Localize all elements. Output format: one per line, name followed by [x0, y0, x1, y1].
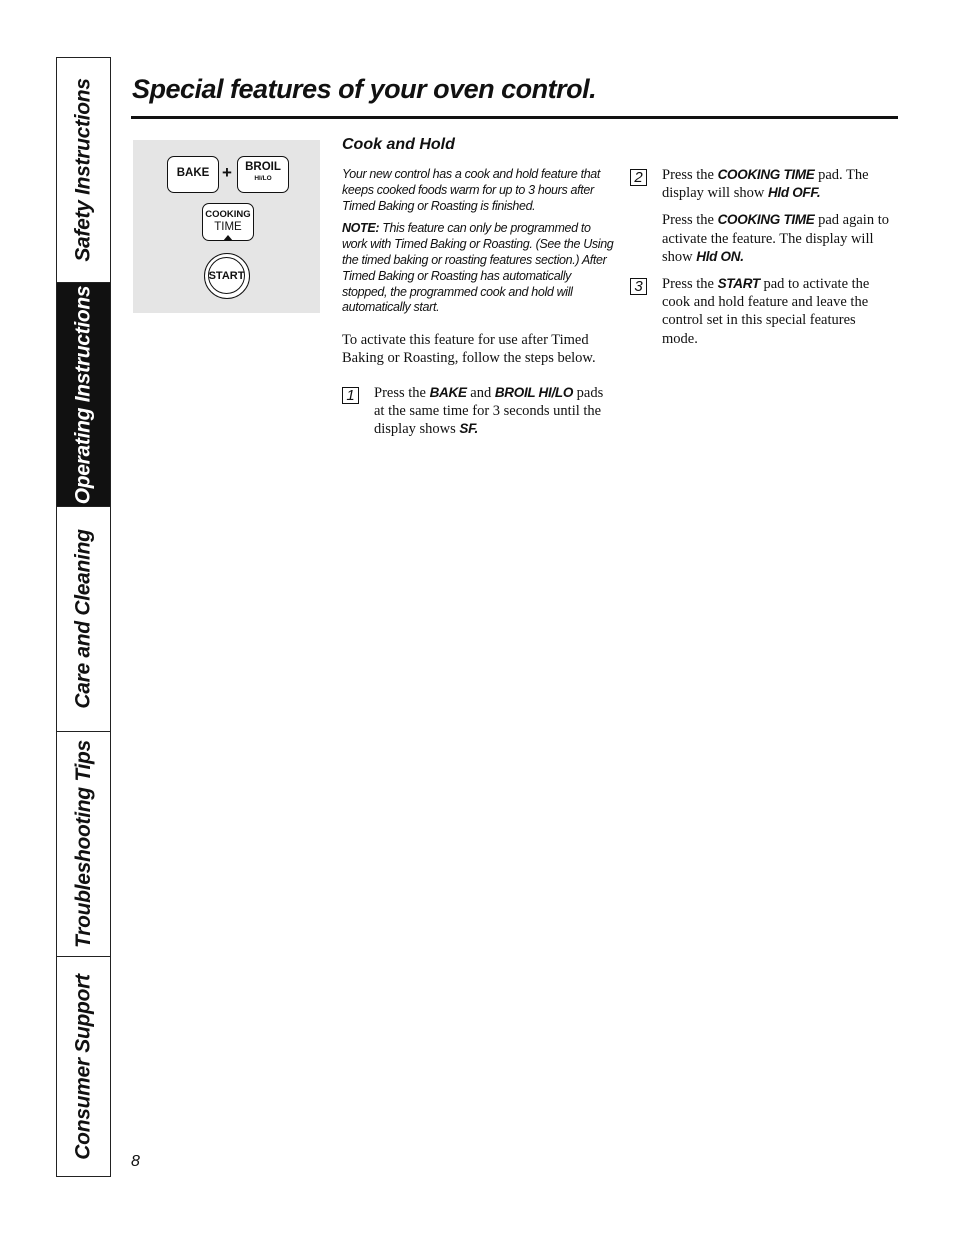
activate-paragraph: To activate this feature for use after Timed Baking or Roasting, follow the steps below.: [342, 332, 596, 367]
tab-label: Troubleshooting Tips: [71, 740, 95, 948]
start-keyword: START: [717, 276, 760, 292]
tab-label: Consumer Support: [71, 973, 95, 1160]
tab-label: Care and Cleaning: [71, 529, 95, 709]
step-number-badge: 3: [630, 278, 647, 295]
page-number: 8: [131, 1153, 140, 1170]
note-paragraph: [342, 221, 614, 316]
broil-keyword: BROIL HI/LO: [494, 384, 574, 400]
title-divider: [131, 116, 898, 119]
step-text: pad to activate the cook and hold feature and leave the control set in this special features mode.: [662, 276, 870, 347]
step-2-text: [662, 166, 892, 202]
tab-operating-instructions[interactable]: [57, 283, 110, 507]
left-column: [342, 167, 614, 446]
step-text: Press the: [662, 212, 718, 229]
step-number-badge: 1: [342, 387, 359, 404]
step-text: and: [466, 384, 495, 401]
section-title: Cook and Hold: [342, 136, 455, 153]
step-2-text-continued: [662, 211, 892, 266]
plus-sign: +: [222, 163, 232, 182]
bake-keyword: BAKE: [429, 384, 467, 400]
broil-pad-label: BROIL: [245, 161, 281, 173]
start-pad-label: START: [208, 269, 245, 282]
bake-pad: [167, 156, 219, 193]
cooking-time-pad-sublabel: TIME: [214, 221, 242, 233]
intro-paragraph: Your new control has a cook and hold feature that keeps cooked foods warm for up to 3 hours after Timed Baking or Roasting is finished.: [342, 167, 601, 213]
cooking-time-keyword: COOKING TIME: [717, 167, 815, 182]
tab-care-and-cleaning[interactable]: [57, 507, 110, 732]
step-text: Press the: [374, 384, 430, 401]
tab-label: Safety Instructions: [71, 78, 95, 262]
cooking-time-pad-label: COOKING: [205, 209, 251, 220]
display-readout: Hld OFF.: [767, 185, 821, 201]
tab-safety-instructions[interactable]: [57, 58, 110, 283]
bake-pad-label: BAKE: [176, 167, 210, 179]
note-label: NOTE:: [342, 221, 380, 236]
step-text: Press the: [662, 276, 718, 293]
tab-troubleshooting-tips[interactable]: [57, 732, 110, 957]
step-3-text: [662, 275, 892, 348]
step-1-text: [374, 384, 614, 439]
tab-consumer-support[interactable]: [57, 957, 110, 1176]
display-readout: SF.: [459, 420, 479, 436]
cooking-time-keyword: COOKING TIME: [717, 212, 815, 228]
note-text: This feature can only be programmed to work with Timed Baking or Roasting. (See the Using the timed baking or roasting features section.) After Timed Baking or Roasting has automatically stopped, the programmed cook and hold will automatically start.: [342, 221, 614, 315]
step-2: [630, 166, 892, 266]
start-pad: [204, 253, 250, 299]
step-number-badge: 2: [630, 169, 647, 186]
step-1: [342, 384, 614, 439]
broil-pad-sublabel: HI/LO: [254, 175, 272, 182]
start-pad-inner: [208, 257, 245, 294]
side-tabs: [56, 57, 111, 1177]
control-panel-illustration: [133, 140, 320, 313]
tab-label: Operating Instructions: [71, 285, 95, 504]
step-text: Press the: [662, 167, 718, 183]
display-readout: Hld ON.: [696, 248, 744, 264]
right-column: [630, 166, 892, 356]
arrow-up-icon: [223, 235, 233, 241]
broil-pad: [237, 156, 289, 193]
step-text: pads at the same time for 3 seconds until the display shows: [374, 384, 604, 437]
page-title: Special features of your oven control.: [132, 74, 597, 104]
step-text: pad. The display will show: [662, 167, 869, 202]
step-3: [630, 275, 892, 348]
cooking-time-pad: [202, 203, 254, 241]
step-text: pad again to activate the feature. The display will show: [662, 212, 889, 265]
